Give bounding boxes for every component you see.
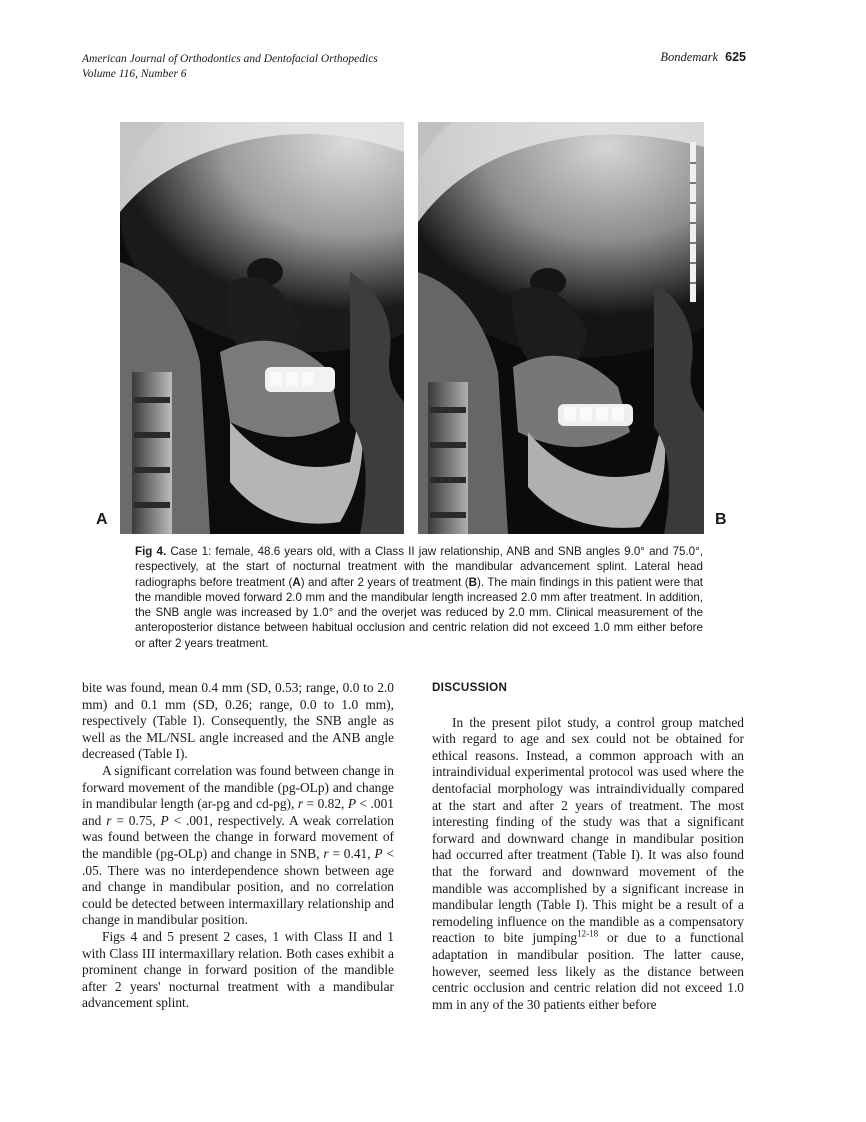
panel-label-a: A [96, 511, 108, 528]
paragraph: In the present pilot study, a control group matched with regard to age and sex could not be obtained for ethical reasons. Instead, a common approach with an intraindividual experimental protocol was used where the dentofacial morphology was intraindividually compared at the start and after 2 years of treatment. The most interesting finding of the study was that a significant forward and downward change in mandibular position had occurred after treatment (Table I). It was also found that the forward and downward movement of the mandible was accomplished by a significant increase in mandibular length (Table I). This might be a result of a remodeling influence on the mandible as a compensatory reaction to bite jumping$^{12-18}$ or due to a functional adaptation in mandibular position. The latter cause, however, seemed less likely as the distance between centric occlusion and centric relation did not exceed 1.0 mm in any of the 30 patients either before [432, 714, 745, 1012]
body-column-right [432, 680, 744, 1013]
journal-volume: Volume 116, Number 6 [82, 68, 187, 80]
paragraph: bite was found, mean 0.4 mm (SD, 0.53; range, 0.0 to 2.0 mm) and 0.1 mm (SD, 0.26; range, 0.0 to 1.0 mm), respectively (Table I). Consequently, the SNB angle as well as the ML/NSL angle increased and the ANB angle decreased (Table I). [82, 680, 394, 762]
running-header-page [660, 50, 746, 65]
figure-label: Fig 4. [135, 545, 167, 558]
radiograph-after-treatment [418, 122, 704, 534]
paragraph: A significant correlation was found between change in forward movement of the mandible (pg-OLp) and change in mandibular length (ar-pg and cd-pg), r = 0.82, P < .001 and r = 0.75, P < .001, respectively. A weak correlation was found between the change in forward movement of the mandible (pg-OLp) and change in SNB, r = 0.41, P < .05. There was no interdependence shown between age and change in mandibular position, and no correlation could be detected between intermaxillary relationship and change in mandibular position. [82, 762, 394, 928]
running-author: Bondemark [660, 50, 719, 64]
section-heading-discussion: DISCUSSION [432, 681, 508, 694]
journal-title: American Journal of Orthodontics and Dentofacial Orthopedics [82, 53, 378, 65]
page-number: 625 [725, 50, 746, 64]
citation-reference: 12-18 [577, 928, 599, 939]
figure-caption: Fig 4. Case 1: female, 48.6 years old, with a Class II jaw relationship, ANB and SNB angles 9.0° and 75.0°, respectively, at the start of nocturnal treatment with the mandibular advancement splint. Lateral head radiographs before treatment (A) and after 2 years of treatment (B). The main findings in this patient were that the mandible moved forward 2.0 mm and the mandibular length increased 2.0 mm after treatment. In addition, the SNB angle was increased by 1.0° and the overjet was reduced by 2.0 mm. Clinical measurement of the anteroposterior distance between habitual occlusion and centric relation did not exceed 1.0 mm either before or after 2 years treatment. [135, 545, 703, 650]
radiograph-before-treatment [120, 122, 404, 534]
body-column-left [82, 680, 394, 1012]
running-header-journal [82, 52, 378, 82]
paragraph: Figs 4 and 5 present 2 cases, 1 with Class II and 1 with Class III intermaxillary relation. Both cases exhibit a prominent change in forward position of the mandible after 2 years' nocturnal treatment with a mandibular advancement splint. [82, 928, 394, 1011]
panel-label-b: B [715, 511, 727, 528]
